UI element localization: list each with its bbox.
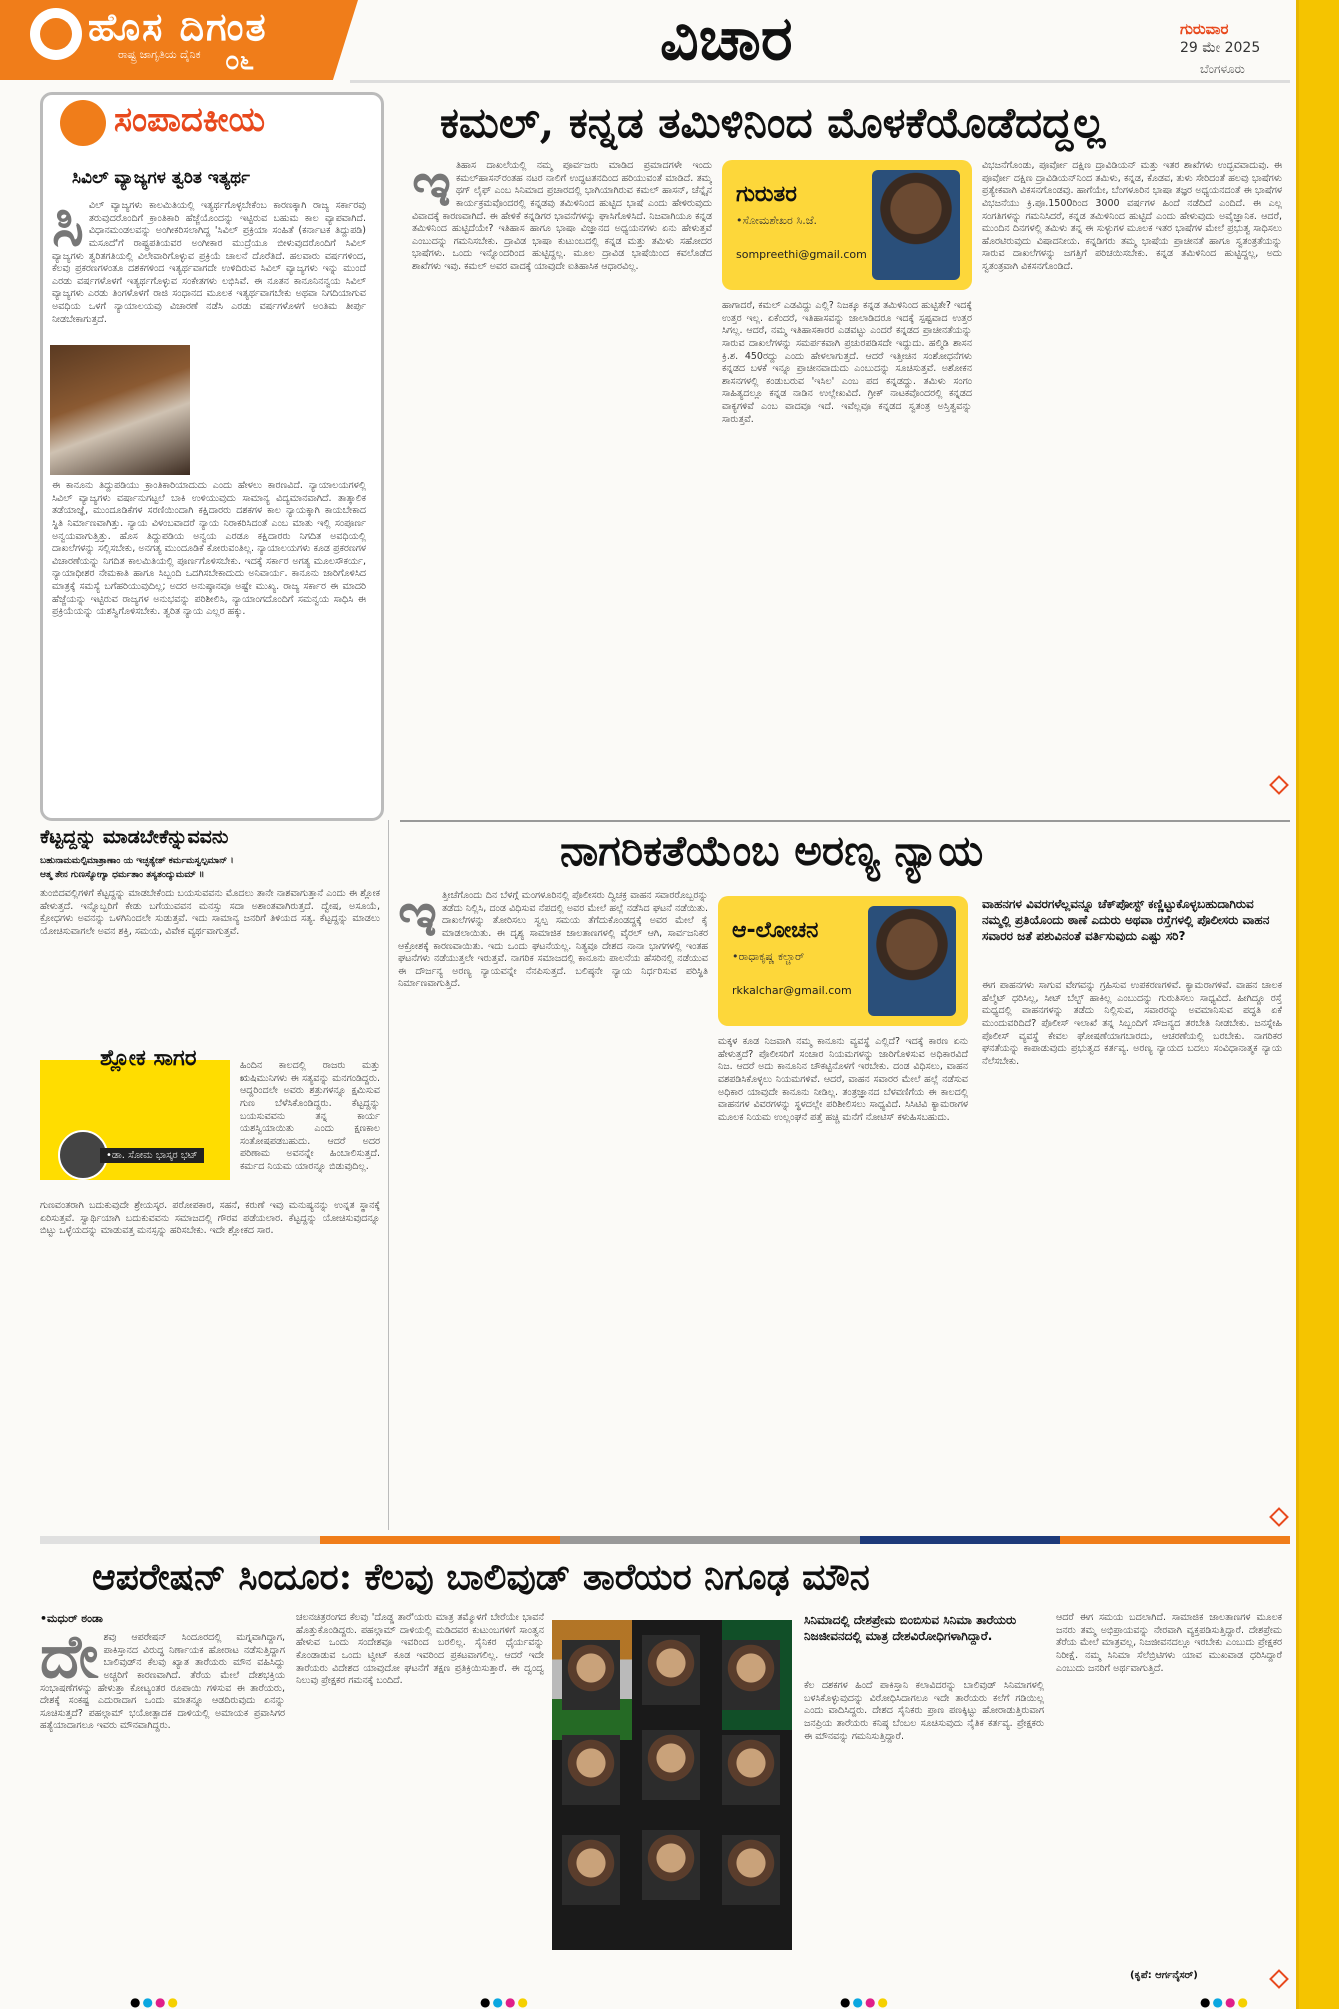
article-1-column-label: ಗುರುತರ <box>736 182 797 207</box>
article-4-headline: ಆಪರೇಷನ್ ಸಿಂದೂರ: ಕೆಲವು ಬಾಲಿವುಡ್ ತಾರೆಯರ ನಿಗೂಢ ಮೌನ <box>92 1556 870 1598</box>
star-face <box>562 1735 620 1805</box>
masthead-logo: ಹೊಸ ದಿಗಂತ <box>88 4 268 49</box>
article-3-body-3: ಗುಣವಂತರಾಗಿ ಬದುಕುವುದೇ ಶ್ರೇಯಸ್ಕರ. ಪರೋಪಕಾರ, ಸಹನೆ, ಕರುಣೆ ಇವು ಮನುಷ್ಯನನ್ನು ಉನ್ನತ ಸ್ಥಾನಕ್ಕೆ ಏರಿಸುತ್ತವೆ. ಸ್ವಾರ್ಥಿಯಾಗಿ ಬದುಕುವವನು ಸಮಾಜದಲ್ಲಿ ಗೌರವ ಪಡೆಯಲಾರ. ಕೆಟ್ಟದ್ದನ್ನು ಯೋಚಿಸುವುದನ್ನೂ ಬಿಟ್ಟು ಒಳ್ಳೆಯದನ್ನು ಮಾಡುವತ್ತ ಮನಸ್ಸನ್ನು ಹರಿಸಬೇಕು. ಇದೇ ಶ್ಲೋಕದ ಸಾರ. <box>40 1200 380 1237</box>
article-2-author-card <box>718 896 968 1026</box>
colorbar-blue <box>860 1536 1060 1544</box>
registration-dots: ●●●● <box>840 1995 890 2009</box>
section-divider <box>400 820 1290 822</box>
article-1-author-card <box>722 160 972 290</box>
colorbar-grey <box>40 1536 320 1544</box>
article-4-author: •ಮಧುರ್ ಠಂಡಾ <box>40 1612 103 1625</box>
article-1-dropcap: ಇ <box>412 160 451 220</box>
article-3-headline: ಕೆಟ್ಟದ್ದನ್ನು ಮಾಡಬೇಕೆನ್ನುವವನು <box>40 826 229 848</box>
registration-dots: ●●●● <box>1200 1995 1250 2009</box>
article-4-body-3: ಕೆಲ ದಶಕಗಳ ಹಿಂದೆ ಪಾಕಿಸ್ತಾನಿ ಕಲಾವಿದರನ್ನು ಬಾಲಿವುಡ್ ಸಿನಿಮಾಗಳಲ್ಲಿ ಬಳಸಿಕೊಳ್ಳುವುದನ್ನು ವಿರೋಧಿಸಿದಾಗಲೂ ಇದೇ ತಾರೆಯರು ಕಲೆಗೆ ಗಡಿಯಿಲ್ಲ ಎಂದು ವಾದಿಸಿದ್ದರು. ದೇಶದ ಸೈನಿಕರು ಪ್ರಾಣ ಪಣಕ್ಕಿಟ್ಟು ಹೋರಾಡುತ್ತಿರುವಾಗ ಜನಪ್ರಿಯ ತಾರೆಯರು ಕನಿಷ್ಠ ಬೆಂಬಲ ಸೂಚಿಸುವುದು ನೈತಿಕ ಕರ್ತವ್ಯ. ಪ್ರೇಕ್ಷಕರು ಈ ಮೌನವನ್ನು ಗಮನಿಸುತ್ತಿದ್ದಾರೆ. <box>804 1680 1044 1742</box>
article-3-verse-2: ಆತ್ಮ ತೇನ ಗುಣಸ್ಯೋಗ್ಯಾ ಧರ್ಮತಾಂ ತಸ್ಯತಂದ್ಯುಮಮ್ ॥ <box>40 870 205 880</box>
editorial-body-2: ಈ ಕಾನೂನು ತಿದ್ದುಪಡಿಯು ಕ್ರಾಂತಿಕಾರಿಯಾದುದು ಎಂದು ಹೇಳಲು ಕಾರಣವಿದೆ. ನ್ಯಾಯಾಲಯಗಳಲ್ಲಿ ಸಿವಿಲ್ ವ್ಯಾಜ್ಯಗಳು ವರ್ಷಾನುಗಟ್ಟಲೆ ಬಾಕಿ ಉಳಿಯುವುದು ಸಾಮಾನ್ಯ ವಿದ್ಯಮಾನವಾಗಿದೆ. ತಾತ್ಕಾಲಿಕ ತಡೆಯಾಜ್ಞೆ, ಮುಂದೂಡಿಕೆಗಳ ಸರಣಿಯಿಂದಾಗಿ ಕಕ್ಷಿದಾರರು ದಶಕಗಳ ಕಾಲ ನ್ಯಾಯಕ್ಕಾಗಿ ಕಾಯಬೇಕಾದ ಸ್ಥಿತಿ ನಿರ್ಮಾಣವಾಗಿತ್ತು. ನ್ಯಾಯ ವಿಳಂಬವಾದರೆ ನ್ಯಾಯ ನಿರಾಕರಿಸಿದಂತೆ ಎಂಬ ಮಾತು ಇಲ್ಲಿ ಸಂಪೂರ್ಣ ಅನ್ವಯವಾಗುತ್ತಿತ್ತು. ಹೊಸ ತಿದ್ದುಪಡಿಯ ಅನ್ವಯ ಎರಡೂ ಕಕ್ಷಿದಾರರು ನಿಗದಿತ ಅವಧಿಯಲ್ಲಿ ದಾಖಲೆಗಳನ್ನು ಸಲ್ಲಿಸಬೇಕು, ಅನಗತ್ಯ ಮುಂದೂಡಿಕೆ ಕೋರುವಂತಿಲ್ಲ. ನ್ಯಾಯಾಲಯಗಳು ಕೂಡ ಪ್ರಕರಣಗಳ ವಿಚಾರಣೆಯನ್ನು ನಿಗದಿತ ಕಾಲಮಿತಿಯಲ್ಲಿ ಪೂರ್ಣಗೊಳಿಸಬೇಕು. ಇದಕ್ಕೆ ಸರ್ಕಾರ ಅಗತ್ಯ ಮೂಲಸೌಕರ್ಯ, ನ್ಯಾಯಾಧೀಶರ ನೇಮಕಾತಿ ಹಾಗೂ ಸಿಬ್ಬಂದಿ ಒದಗಿಸಬೇಕಾದುದು ಅನಿವಾರ್ಯ. ಕಾನೂನು ಜಾರಿಗೊಳಿಸಿದ ಮಾತ್ರಕ್ಕೆ ಸಮಸ್ಯೆ ಬಗೆಹರಿಯುವುದಿಲ್ಲ; ಅದರ ಅನುಷ್ಠಾನವೂ ಅಷ್ಟೇ ಮುಖ್ಯ. ರಾಜ್ಯ ಸರ್ಕಾರ ಈ ಮಾದರಿ ಹೆಜ್ಜೆಯನ್ನು ಇಟ್ಟಿರುವ ರಾಜ್ಯಗಳ ಅನುಭವನ್ನು ಪರಿಶೀಲಿಸಿ, ನ್ಯಾಯಾಂಗದೊಂದಿಗೆ ಸಮನ್ವಯ ಸಾಧಿಸಿ ಈ ಪ್ರಕ್ರಿಯೆಯನ್ನು ಯಶಸ್ವಿಗೊಳಿಸಬೇಕು. ತ್ವರಿತ ನ್ಯಾಯ ಎಲ್ಲರ ಹಕ್ಕು. <box>52 480 366 618</box>
article-1-author-photo <box>872 170 960 280</box>
article-1-email: sompreethi@gmail.com <box>736 248 867 261</box>
article-1-body-1: ಇತಿಹಾಸ ದಾಖಲೆಯಲ್ಲಿ ನಮ್ಮ ಪೂರ್ವಜರು ಮಾಡಿದ ಪ್ರಮಾದಗಳೇ ಇಂದು ಕಮಲ್‌ಹಾಸನ್‌ರಂತಹ ನಟರ ನಾಲಿಗೆ ಉದ್ಧಟತನದಿಂದ ಹರಿಯುವಂತೆ ಮಾಡಿದೆ. ತಮ್ಮ ಥಗ್ ಲೈಫ್ ಎಂಬ ಸಿನಿಮಾದ ಪ್ರಚಾರದಲ್ಲಿ ಭಾಗಿಯಾಗಿರುವ ಕಮಲ್ ಹಾಸನ್, ಚೆನ್ನೈನ ಕಾರ್ಯಕ್ರಮವೊಂದರಲ್ಲಿ ಕನ್ನಡವು ತಮಿಳಿನಿಂದ ಹುಟ್ಟಿದ ಭಾಷೆ ಎಂದು ಹೇಳಿರುವುದು ವಿವಾದಕ್ಕೆ ಕಾರಣವಾಗಿದೆ. ಈ ಹೇಳಿಕೆ ಕನ್ನಡಿಗರ ಭಾವನೆಗಳನ್ನು ಘಾಸಿಗೊಳಿಸಿದೆ. ನಿಜವಾಗಿಯೂ ಕನ್ನಡ ತಮಿಳಿನಿಂದ ಹುಟ್ಟಿದೆಯೇ? ಇತಿಹಾಸ ಹಾಗೂ ಭಾಷಾ ವಿಜ್ಞಾನದ ಅಧ್ಯಯನಗಳು ಏನು ಹೇಳುತ್ತವೆ ಎಂಬುದನ್ನು ಗಮನಿಸಬೇಕು. ದ್ರಾವಿಡ ಭಾಷಾ ಕುಟುಂಬದಲ್ಲಿ ಕನ್ನಡ ಮತ್ತು ತಮಿಳು ಸಹೋದರ ಭಾಷೆಗಳು. ಒಂದು ಇನ್ನೊಂದರಿಂದ ಹುಟ್ಟಿದ್ದಲ್ಲ. ಮೂಲ ದ್ರಾವಿಡ ಭಾಷೆಯಿಂದ ಕವಲೊಡೆದ ಶಾಖೆಗಳು ಇವು. ಕಮಲ್ ಅವರ ವಾದಕ್ಕೆ ಯಾವುದೇ ಐತಿಹಾಸಿಕ ಆಧಾರವಿಲ್ಲ. <box>412 160 712 272</box>
article-2-body-2: ಮಕ್ಕಳ ಕೂಡ ನಿಜವಾಗಿ ನಮ್ಮ ಕಾನೂನು ವ್ಯವಸ್ಥೆ ಎಲ್ಲಿದೆ? ಇದಕ್ಕೆ ಕಾರಣ ಏನು ಹೇಳುತ್ತದೆ? ಪೊಲೀಸರಿಗೆ ಸಂಚಾರ ನಿಯಮಗಳನ್ನು ಜಾರಿಗೊಳಿಸುವ ಅಧಿಕಾರವಿದೆ ನಿಜ. ಆದರೆ ಅದು ಕಾನೂನಿನ ಚೌಕಟ್ಟಿನೊಳಗೆ ಇರಬೇಕು. ದಂಡ ವಿಧಿಸಲು, ವಾಹನ ವಶಪಡಿಸಿಕೊಳ್ಳಲು ನಿಯಮಗಳಿವೆ. ಆದರೆ, ವಾಹನ ಸವಾರರ ಮೇಲೆ ಹಲ್ಲೆ ನಡೆಸುವ ಅಧಿಕಾರ ಯಾವುದೇ ಕಾನೂನು ನೀಡಿಲ್ಲ. ತಂತ್ರಜ್ಞಾನದ ಬೆಳವಣಿಗೆಯ ಈ ಕಾಲದಲ್ಲಿ ವಾಹನಗಳ ವಿವರಗಳನ್ನು ಸ್ಥಳದಲ್ಲೇ ಪರಿಶೀಲಿಸಲು ಸಾಧ್ಯವಿದೆ. ಸಿಸಿಟಿವಿ ಕ್ಯಾಮರಾಗಳ ಮೂಲಕ ನಿಯಮ ಉಲ್ಲಂಘನೆ ಪತ್ತೆ ಹಚ್ಚಿ ಮನೆಗೆ ನೋಟಿಸ್ ಕಳುಹಿಸಬಹುದು. <box>718 1036 968 1123</box>
article-2-author: •ರಾಧಾಕೃಷ್ಣ ಕಲ್ಚಾರ್ <box>732 950 805 963</box>
article-2-email: rkkalchar@gmail.com <box>732 984 852 997</box>
article-4-body-4: ಆದರೆ ಈಗ ಸಮಯ ಬದಲಾಗಿದೆ. ಸಾಮಾಜಿಕ ಜಾಲತಾಣಗಳ ಮೂಲಕ ಜನರು ತಮ್ಮ ಅಭಿಪ್ರಾಯವನ್ನು ನೇರವಾಗಿ ವ್ಯಕ್ತಪಡಿಸುತ್ತಿದ್ದಾರೆ. ದೇಶಪ್ರೇಮ ತೆರೆಯ ಮೇಲೆ ಮಾತ್ರವಲ್ಲ, ನಿಜಜೀವನದಲ್ಲೂ ಇರಬೇಕು ಎಂಬುದು ಪ್ರೇಕ್ಷಕರ ನಿರೀಕ್ಷೆ. ನಮ್ಮ ಸಿನಿಮಾ ಸೆಲೆಬ್ರಿಟಿಗಳು ಯಾವ ಮುಖವಾಡ ಧರಿಸಿದ್ದಾರೆ ಎಂಬುದು ಜನರಿಗೆ ಅರ್ಥವಾಗುತ್ತಿದೆ. <box>1056 1612 1282 1674</box>
registration-dots: ●●●● <box>130 1995 180 2009</box>
article-4-body-1: ದೇಶವು ಆಪರೇಷನ್ ಸಿಂದೂರದಲ್ಲಿ ಮಗ್ನವಾಗಿದ್ದಾಗ, ಪಾಕಿಸ್ತಾನದ ವಿರುದ್ಧ ನಿರ್ಣಾಯಕ ಹೋರಾಟ ನಡೆಸುತ್ತಿದ್ದಾಗ ಬಾಲಿವುಡ್‌ನ ಕೆಲವು ಖ್ಯಾತ ತಾರೆಯರು ಮೌನ ವಹಿಸಿದ್ದು ಅಚ್ಚರಿಗೆ ಕಾರಣವಾಗಿದೆ. ತೆರೆಯ ಮೇಲೆ ದೇಶಭಕ್ತಿಯ ಸಂಭಾಷಣೆಗಳನ್ನು ಹೇಳುತ್ತಾ ಕೋಟ್ಯಂತರ ರೂಪಾಯಿ ಗಳಿಸುವ ಈ ತಾರೆಯರು, ದೇಶಕ್ಕೆ ಸಂಕಷ್ಟ ಎದುರಾದಾಗ ಒಂದು ಮಾತನ್ನೂ ಆಡದಿರುವುದು ಏನನ್ನು ಸೂಚಿಸುತ್ತದೆ? ಪಹಲ್ಗಾಮ್ ಭಯೋತ್ಪಾದಕ ದಾಳಿಯಲ್ಲಿ ಅಮಾಯಕ ಪ್ರವಾಸಿಗರ ಹತ್ಯೆಯಾದಾಗಲೂ ಇವರು ಮೌನವಾಗಿದ್ದರು. <box>40 1632 285 1732</box>
date-day: ಗುರುವಾರ <box>1180 20 1229 38</box>
end-mark-icon-3 <box>1269 1969 1289 1989</box>
article-2-body-1: ಇತ್ತೀಚೆಗೊಂದು ದಿನ ಬೆಳಗ್ಗೆ ಮಂಗಳೂರಿನಲ್ಲಿ ಪೊಲೀಸರು ದ್ವಿಚಕ್ರ ವಾಹನ ಸವಾರರೊಬ್ಬರನ್ನು ತಡೆದು ನಿಲ್ಲಿಸಿ, ದಂಡ ವಿಧಿಸುವ ನೆಪದಲ್ಲಿ ಅವರ ಮೇಲೆ ಹಲ್ಲೆ ನಡೆಸಿದ ಘಟನೆ ನಡೆಯಿತು. ದಾಖಲೆಗಳನ್ನು ತೋರಿಸಲು ಸ್ವಲ್ಪ ಸಮಯ ತೆಗೆದುಕೊಂಡದ್ದಕ್ಕೆ ಅವರ ಮೇಲೆ ಕೈ ಮಾಡಲಾಯಿತು. ಈ ದೃಶ್ಯ ಸಾಮಾಜಿಕ ಜಾಲತಾಣಗಳಲ್ಲಿ ವೈರಲ್ ಆಗಿ, ಸಾರ್ವಜನಿಕರ ಆಕ್ರೋಶಕ್ಕೆ ಕಾರಣವಾಯಿತು. ಇದು ಒಂದು ಘಟನೆಯಲ್ಲ. ನಿತ್ಯವೂ ದೇಶದ ನಾನಾ ಭಾಗಗಳಲ್ಲಿ ಇಂತಹ ಘಟನೆಗಳು ನಡೆಯುತ್ತಲೇ ಇರುತ್ತವೆ. ನಾಗರಿಕ ಸಮಾಜದಲ್ಲಿ ಕಾನೂನು ಪಾಲನೆಯ ಹೆಸರಿನಲ್ಲಿ ನಡೆಯುವ ಈ ದೌರ್ಜನ್ಯ ಅರಣ್ಯ ನ್ಯಾಯವನ್ನೇ ನೆನಪಿಸುತ್ತದೆ. ಬಲಿಷ್ಠನೇ ನ್ಯಾಯ ನಿರ್ಧರಿಸುವ ಪರಿಸ್ಥಿತಿ ನಿರ್ಮಾಣವಾಗುತ್ತಿದೆ. <box>398 890 708 990</box>
gavel-photo <box>50 345 190 475</box>
editorial-dropcap: ಸಿ <box>52 200 84 260</box>
article-1-body-3: ವಿಭಜನೆಗೊಂಡು, ಪೂರ್ವೋ ದಕ್ಷಿಣ ದ್ರಾವಿಡಿಯನ್ ಮತ್ತು ಇತರ ಶಾಖೆಗಳು ಉದ್ಭವವಾದುವು. ಈ ಪೂರ್ವೋ ದಕ್ಷಿಣ ದ್ರಾವಿಡಿಯನ್‌ನಿಂದ ತಮಿಳು, ಕನ್ನಡ, ಕೊಡವ, ತುಳು ಸೇರಿದಂತೆ ಹಲವು ಭಾಷೆಗಳು ಪ್ರತ್ಯೇಕವಾಗಿ ವಿಕಸನಗೊಂಡವು. ಹಾಗೆಯೇ, ಬೆಂಗಳೂರಿನ ಭಾಷಾ ತಜ್ಞರ ಅಧ್ಯಯನದಂತೆ ಈ ಭಾಷೆಗಳ ವಿಭಜನೆಯು ಕ್ರಿ.ಪೂ.1500ರಿಂದ 3000 ವರ್ಷಗಳ ಹಿಂದೆ ನಡೆದಿದೆ ಎಂದಿದೆ. ಈ ಎಲ್ಲ ಸಂಗತಿಗಳನ್ನು ಗಮನಿಸಿದರೆ, ಕನ್ನಡ ತಮಿಳಿನಿಂದ ಹುಟ್ಟಿದೆ ಎಂದು ಹೇಳುವುದು ಅವೈಜ್ಞಾನಿಕ. ಆದರೆ, ಮುಂದಿನ ದಿನಗಳಲ್ಲಿ ತಮಿಳು ತನ್ನ ಈ ಸುಳ್ಳುಗಳ ಮೂಲಕ ಇತರ ಭಾಷೆಗಳ ಮೇಲೆ ಪ್ರಭುತ್ವ ಸಾಧಿಸಲು ಹೊರಟಿರುವುದು ವಿಷಾದನೀಯ. ಕನ್ನಡಿಗರು ತಮ್ಮ ಭಾಷೆಯ ಪ್ರಾಚೀನತೆ ಹಾಗೂ ಸ್ವತಂತ್ರತೆಯನ್ನು ಸಾರುವ ದಾಖಲೆಗಳನ್ನು ಜಗತ್ತಿಗೆ ಪರಿಚಯಿಸಬೇಕು. ಕನ್ನಡ ತಮಿಳಿನಿಂದ ಹುಟ್ಟಿದ್ದಲ್ಲ, ಅದು ಸ್ವತಂತ್ರವಾಗಿ ವಿಕಸನಗೊಂಡಿದೆ. <box>982 160 1282 272</box>
article-2-headline: ನಾಗರಿಕತೆಯೆಂಬ ಅರಣ್ಯ ನ್ಯಾಯ <box>560 826 984 875</box>
page-edge-strip <box>1296 0 1339 2009</box>
page-number: ೦೬ <box>225 46 255 76</box>
article-4-pullquote: ಸಿನಿಮಾದಲ್ಲಿ ದೇಶಪ್ರೇಮ ಬಿಂಬಿಸುವ ಸಿನಿಮಾ ತಾರೆಯರು ನಿಜಜೀವನದಲ್ಲಿ ಮಾತ್ರ ದೇಶವಿರೋಧಿಗಳಾಗಿದ್ದಾರೆ. <box>804 1613 1017 1644</box>
shloka-author: •ಡಾ. ಸೋಮ ಭಾಸ್ಕರ ಭಟ್ <box>100 1148 204 1163</box>
article-3-body-2: ಹಿಂದಿನ ಕಾಲದಲ್ಲಿ ರಾಜರು ಮತ್ತು ಋಷಿಮುನಿಗಳು ಈ ಸತ್ಯವನ್ನು ಮನಗಂಡಿದ್ದರು. ಆದ್ದರಿಂದಲೇ ಅವರು ಶತ್ರುಗಳನ್ನೂ ಕ್ಷಮಿಸುವ ಗುಣ ಬೆಳೆಸಿಕೊಂಡಿದ್ದರು. ಕೆಟ್ಟದ್ದನ್ನು ಬಯಸುವವನು ತನ್ನ ಕಾರ್ಯ ಯಶಸ್ವಿಯಾಯಿತು ಎಂದು ಕ್ಷಣಕಾಲ ಸಂತೋಷಪಡಬಹುದು. ಆದರೆ ಅದರ ಪರಿಣಾಮ ಅವನನ್ನೇ ಹಿಂಬಾಲಿಸುತ್ತದೆ. ಕರ್ಮದ ನಿಯಮ ಯಾರನ್ನೂ ಬಿಡುವುದಿಲ್ಲ. <box>240 1060 380 1172</box>
column-divider <box>388 820 389 1530</box>
editorial-body-top <box>52 200 366 340</box>
article-2-pullquote: ವಾಹನಗಳ ವಿವರಗಳೆಲ್ಲವನ್ನೂ ಚೆಕ್‌ಪೋಸ್ಟ್ ಕಣ್ಣಿಟ್ಟುಕೊಳ್ಳಬಹುದಾಗಿರುವ ನಮ್ಮಲ್ಲಿ ಪ್ರತಿಯೊಂದು ಠಾಣೆ ಎದುರು ಅಥವಾ ರಸ್ತೆಗಳಲ್ಲಿ ಪೊಲೀಸರು ವಾಹನ ಸವಾರರ ಜತೆ ಪಶುವಿನಂತೆ ವರ್ತಿಸುವುದು ಎಷ್ಟು ಸರಿ? <box>982 897 1270 944</box>
editorial-body-side <box>198 345 368 475</box>
article-2-dropcap: ಇ <box>398 890 437 950</box>
colorbar-orange-2 <box>1060 1536 1290 1544</box>
registration-dots: ●●●● <box>480 1995 530 2009</box>
star-face <box>722 1735 780 1805</box>
masthead-rule <box>350 80 1290 83</box>
editorial-label: ಸಂಪಾದಕೀಯ <box>114 100 265 140</box>
editorial-body-1: ವಿಲ್ ವ್ಯಾಜ್ಯಗಳು ಕಾಲಮಿತಿಯಲ್ಲಿ ಇತ್ಯರ್ಥಗೊಳ್ಳಬೇಕೆಂಬ ಕಾರಣಕ್ಕಾಗಿ ರಾಜ್ಯ ಸರ್ಕಾರವು ತರುವುದರೊಂದಿಗೆ ಕ್ರಾಂತಿಕಾರಿ ಹೆಜ್ಜೆಯೊಂದನ್ನು ಇಟ್ಟಿರುವ ಬಹುಮ ಕಾಲ ವ್ಯಾಪವಾಗಿದೆ. ವಿಧಾನಮಂಡಲವನ್ನು ಅಂಗೀಕರಿಸಲಾಗಿದ್ದ 'ಸಿವಿಲ್ ಪ್ರಕ್ರಿಯಾ ಸಂಹಿತೆ (ಕರ್ನಾಟಕ ತಿದ್ದುಪಡಿ) ಮಸೂದೆ'ಗೆ ರಾಷ್ಟ್ರಪತಿಯವರ ಅಂಗೀಕಾರ ಮುದ್ರೆಯೂ ಬೀಳುವುದರೊಂದಿಗೆ ಸಿವಿಲ್ ವ್ಯಾಜ್ಯಗಳು ತ್ವರಿತಗತಿಯಲ್ಲಿ ವಿಲೇವಾರಿಗೊಳ್ಳುವ ಪ್ರಕ್ರಿಯೆ ಚಾಲನೆ ದೊರೆತಿದೆ. ಹಲವಾರು ವರ್ಷಗಳಿಂದ, ಕೆಲವು ಪ್ರಕರಣಗಳಂತೂ ದಶಕಗಳಿಂದ ಇತ್ಯರ್ಥವಾಗದೇ ಉಳಿದಿರುವ ಸಿವಿಲ್ ವ್ಯಾಜ್ಯಗಳು ಇನ್ನು ಮುಂದೆ ಎರಡು ವರ್ಷಗಳೊಳಗೆ ಇತ್ಯರ್ಥಗೊಳ್ಳುವ ಸಂಕೇತಗಳು ಲಭಿಸಿವೆ. ಈ ನೂತನ ಕಾನೂನಿನನ್ವಯ ಸಿವಿಲ್ ವ್ಯಾಜ್ಯಗಳು ಎರಡು ತಿಂಗಳೊಳಗೆ ರಾಜಿ ಸಂಧಾನದ ಮೂಲಕ ಇತ್ಯರ್ಥವಾಗಬೇಕು ಅಥವಾ ನಿಗದಿಯಾಗುವ ಅವಧಿಯ ಒಳಗೆ ನ್ಯಾಯಾಲಯವು ವಿಚಾರಣೆ ನಡೆಸಿ ಎರಡು ವರ್ಷಗಳೊಳಗೆ ಅಂತಿಮ ತೀರ್ಪು ನೀಡಬೇಕಾಗುತ್ತದೆ. <box>52 200 366 325</box>
article-3-verse-1: ಬಹುನಾಮಮಲ್ಪಿಮಾತ್ರಾಣಾಂ ಯ ಇಚ್ಛತ್ಯೇತ್ ಕರ್ಮಮಸ್ವಲ್ಪಮಾನ್ । <box>40 856 234 866</box>
bollywood-stars-collage <box>552 1620 792 1950</box>
article-4-credit: (ಕೃಪೆ: ಆರ್ಗನೈಸರ್) <box>1130 1970 1198 1981</box>
article-4-dropcap: ದೇ <box>40 1632 99 1692</box>
article-2-column-label: ಆ-ಲೋಚನ <box>732 918 819 943</box>
colorbar-mid <box>560 1536 860 1544</box>
star-face <box>562 1835 620 1905</box>
date-date: 29 ಮೇ 2025 <box>1180 40 1261 56</box>
article-4-body-2: ಚಲನಚಿತ್ರರಂಗದ ಕೆಲವು 'ದೊಡ್ಡ ತಾರೆ'ಯರು ಮಾತ್ರ ತಮ್ಮೊಳಗೆ ಬೇರೆಯೇ ಭಾವನೆ ಹೊತ್ತುಕೊಂಡಿದ್ದರು. ಪಹಲ್ಗಾಮ್ ದಾಳಿಯಲ್ಲಿ ಮಡಿದವರ ಕುಟುಂಬಗಳಿಗೆ ಸಾಂತ್ವನ ಹೇಳುವ ಒಂದು ಸಂದೇಶವೂ ಇವರಿಂದ ಬರಲಿಲ್ಲ. ಸೈನಿಕರ ಧೈರ್ಯವನ್ನು ಕೊಂಡಾಡುವ ಒಂದು ಟ್ವೀಟ್ ಕೂಡ ಇವರಿಂದ ಪ್ರಕಟವಾಗಲಿಲ್ಲ. ಆದರೆ ಇದೇ ತಾರೆಯರು ವಿದೇಶದ ಯಾವುದೋ ಘಟನೆಗೆ ತಕ್ಷಣ ಪ್ರತಿಕ್ರಿಯಿಸುತ್ತಾರೆ. ಈ ದ್ವಂದ್ವ ನಿಲುವು ಪ್ರೇಕ್ಷಕರ ಗಮನಕ್ಕೆ ಬಂದಿದೆ. <box>296 1612 544 1687</box>
article-1-author: •ಸೋಮಶೇಖರ ಸಿ.ಜೆ. <box>736 214 818 227</box>
shloka-label: ಶ್ಲೋಕ ಸಾಗರ <box>100 1045 197 1071</box>
star-face <box>562 1640 620 1710</box>
star-face <box>642 1635 700 1705</box>
star-face <box>642 1730 700 1800</box>
article-1-headline: ಕಮಲ್, ಕನ್ನಡ ತಮಿಳಿನಿಂದ ಮೊಳಕೆಯೊಡೆದದ್ದಲ್ಲ <box>440 98 1106 147</box>
article-3-body-1: ತುಂಬಿದವಲ್ಲಿಗಳಿಗೆ ಕೆಟ್ಟದ್ದನ್ನು ಮಾಡಬೇಕೆಂದು ಬಯಸುವವನು ಮೊದಲು ತಾನೇ ನಾಶವಾಗುತ್ತಾನೆ ಎಂದು ಈ ಶ್ಲೋಕ ಹೇಳುತ್ತದೆ. ಇನ್ನೊಬ್ಬರಿಗೆ ಕೇಡು ಬಗೆಯುವವನ ಮನಸ್ಸು ಸದಾ ಅಶಾಂತವಾಗಿರುತ್ತದೆ. ದ್ವೇಷ, ಅಸೂಯೆ, ಕ್ರೋಧಗಳು ಅವನನ್ನು ಒಳಗಿನಿಂದಲೇ ಸುಡುತ್ತವೆ. ಇದು ಸಾಮಾನ್ಯ ಜನರಿಗೆ ತಿಳಿಯದ ಸತ್ಯ. ಕೆಟ್ಟದ್ದನ್ನು ಮಾಡಲು ಯೋಚಿಸುವಾಗಲೇ ಅವನ ಶಕ್ತಿ, ಸಮಯ, ವಿವೇಕ ವ್ಯರ್ಥವಾಗುತ್ತವೆ. <box>40 888 380 937</box>
editorial-emblem-icon <box>60 100 106 146</box>
logo-emblem-icon <box>30 8 82 60</box>
star-face <box>642 1830 700 1900</box>
star-face <box>722 1640 780 1710</box>
editorial-headline: ಸಿವಿಲ್ ವ್ಯಾಜ್ಯಗಳ ತ್ವರಿತ ಇತ್ಯರ್ಥ <box>72 168 250 188</box>
article-2-body-3: ಈಗ ಪಾಹನಗಳು ಸಾಗುವ ವೇಗವನ್ನು ಗ್ರಹಿಸುವ ಉಪಕರಣಗಳಿವೆ. ಕ್ಯಾಮರಾಗಳಿವೆ. ವಾಹನ ಚಾಲಕ ಹೆಲ್ಮೆಟ್ ಧರಿಸಿಲ್ಲ, ಸೀಟ್ ಬೆಲ್ಟ್ ಹಾಕಿಲ್ಲ ಎಂಬುದನ್ನು ಗುರುತಿಸಲು ಸಾಧ್ಯವಿದೆ. ಹೀಗಿದ್ದೂ ರಸ್ತೆ ಮಧ್ಯದಲ್ಲಿ ವಾಹನಗಳನ್ನು ತಡೆದು ನಿಲ್ಲಿಸುವ, ಸವಾರರನ್ನು ಅವಮಾನಿಸುವ ಪದ್ಧತಿ ಏಕೆ ಮುಂದುವರಿದಿದೆ? ಪೊಲೀಸ್ ಇಲಾಖೆ ತನ್ನ ಸಿಬ್ಬಂದಿಗೆ ಸೌಜನ್ಯದ ತರಬೇತಿ ನೀಡಬೇಕು. ಜನಸ್ನೇಹಿ ಪೊಲೀಸ್ ವ್ಯವಸ್ಥೆ ಕೇವಲ ಘೋಷಣೆಯಾಗಬಾರದು, ಆಚರಣೆಯಲ್ಲಿ ಬರಬೇಕು. ನಾಗರಿಕರ ಘನತೆಯನ್ನು ಕಾಪಾಡುವುದು ಪ್ರಭುತ್ವದ ಕರ್ತವ್ಯ. ಅರಣ್ಯ ನ್ಯಾಯದ ಬದಲು ಸಂವಿಧಾನಾತ್ಮಕ ನ್ಯಾಯ ನೆಲೆಸಬೇಕು. <box>982 980 1282 1067</box>
section-title: ವಿಚಾರ <box>660 4 793 74</box>
article-1-body-2: ಹಾಗಾದರೆ, ಕಮಲ್ ಎಡವಿದ್ದು ಎಲ್ಲಿ? ನಿಜಕ್ಕೂ ಕನ್ನಡ ತಮಿಳಿನಿಂದ ಹುಟ್ಟಿತೇ? ಇದಕ್ಕೆ ಉತ್ತರ ಇಲ್ಲ. ಏಕೆಂದರೆ, ಇತಿಹಾಸವನ್ನು ಜಾಲಾಡಿದರೂ ಇದಕ್ಕೆ ಸ್ಪಷ್ಟವಾದ ಉತ್ತರ ಸಿಗಲ್ಲ. ಆದರೆ, ನಮ್ಮ ಇತಿಹಾಸಕಾರರ ಎಡವಟ್ಟು ಎಂದರೆ ಕನ್ನಡದ ಪ್ರಾಚೀನತೆಯನ್ನು ಸಾರುವ ದಾಖಲೆಗಳನ್ನು ಸಮರ್ಪಕವಾಗಿ ಪ್ರಚುರಪಡಿಸದೇ ಇದ್ದುದು. ಹಲ್ಮಿಡಿ ಶಾಸನ ಕ್ರಿ.ಶ. 450ರದ್ದು ಎಂದು ಹೇಳಲಾಗುತ್ತದೆ. ಆದರೆ ಇತ್ತೀಚಿನ ಸಂಶೋಧನೆಗಳು ಕನ್ನಡದ ಬಳಕೆ ಇನ್ನೂ ಪ್ರಾಚೀನವಾದುದು ಎಂಬುದನ್ನು ಸೂಚಿಸುತ್ತವೆ. ಅಶೋಕನ ಶಾಸನಗಳಲ್ಲಿ ಕಂಡುಬರುವ 'ಇಸಿಲ' ಎಂಬ ಪದ ಕನ್ನಡದ್ದು. ತಮಿಳು ಸಂಗಂ ಸಾಹಿತ್ಯದಲ್ಲೂ ಕನ್ನಡ ನಾಡಿನ ಉಲ್ಲೇಖವಿದೆ. ಗ್ರೀಕ್ ನಾಟಕವೊಂದರಲ್ಲಿ ಕನ್ನಡದ ವಾಕ್ಯಗಳಿವೆ ಎಂಬ ವಾದವೂ ಇದೆ. ಇವೆಲ್ಲವೂ ಕನ್ನಡದ ಸ್ವತಂತ್ರ ಅಸ್ತಿತ್ವವನ್ನು ಸಾರುತ್ತವೆ. <box>722 300 972 425</box>
colorbar-orange <box>320 1536 560 1544</box>
article-2-author-photo <box>868 906 956 1016</box>
masthead-tagline: ರಾಷ್ಟ್ರ ಜಾಗೃತಿಯ ದೈನಿಕ <box>118 48 201 61</box>
date-city: ಬೆಂಗಳೂರು <box>1200 62 1245 76</box>
star-face <box>722 1835 780 1905</box>
